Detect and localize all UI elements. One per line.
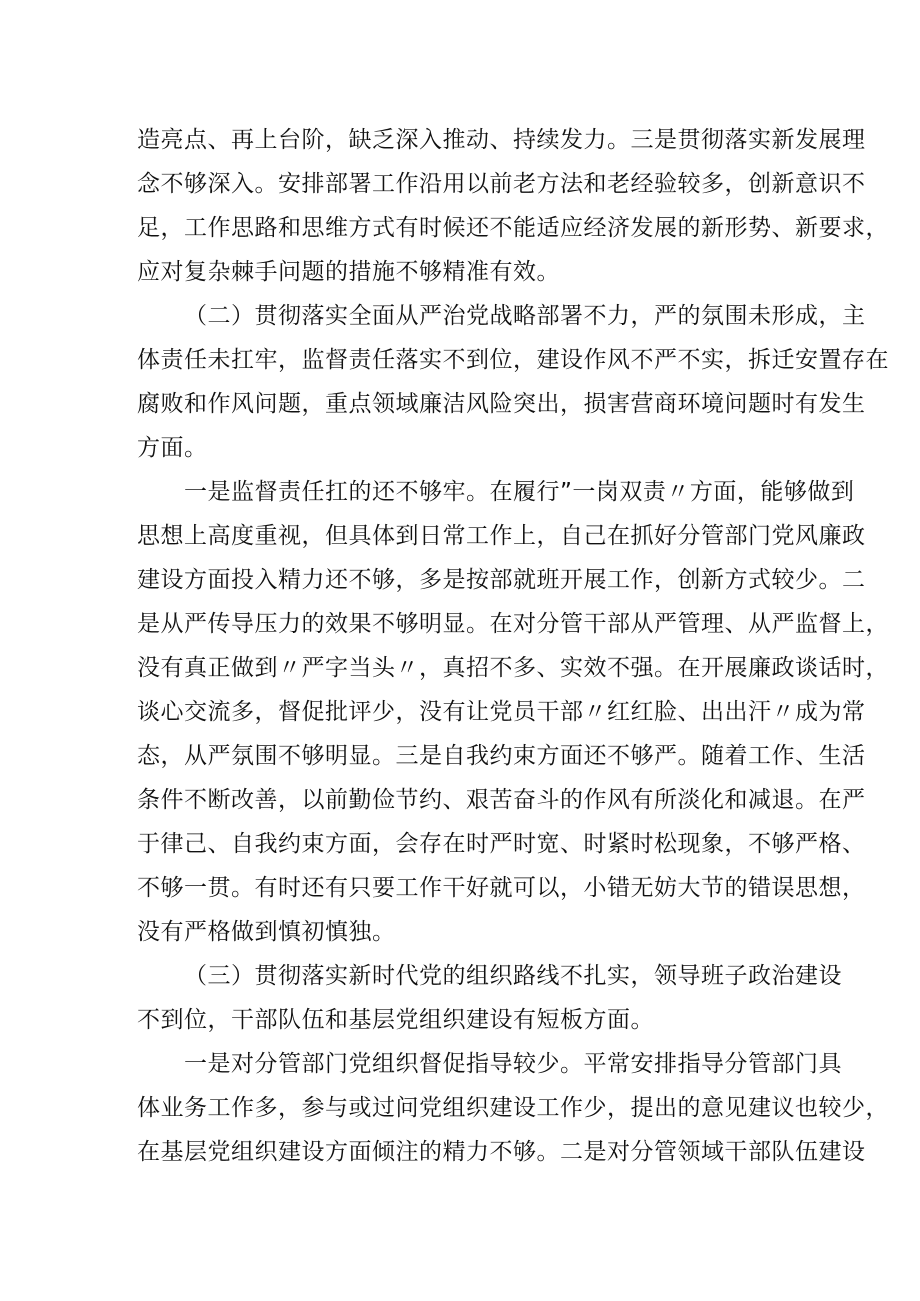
text-line: 不到位，干部队伍和基层党组织建设有短板方面。	[137, 1007, 654, 1033]
section-heading: （三）贯彻落实新时代党的组织路线不扎实，领导班子政治建设	[184, 963, 842, 989]
text-line: 方面。	[137, 435, 208, 461]
text-line: 建设方面投入精力还不够，多是按部就班开展工作，创新方式较少。二	[137, 567, 866, 593]
paragraph-start: 一是对分管部门党组织督促指导较少。平常安排指导分管部门具	[184, 1051, 842, 1077]
text-line: 造亮点、再上台阶，缺乏深入推动、持续发力。三是贯彻落实新发展理	[137, 127, 866, 153]
text-line: 条件不断改善，以前勤俭节约、艰苦奋斗的作风有所淡化和减退。在严	[137, 787, 866, 813]
section-heading: （二）贯彻落实全面从严治党战略部署不力，严的氛围未形成，主	[184, 303, 866, 329]
text-line: 念不够深入。安排部署工作沿用以前老方法和老经验较多，创新意识不	[137, 171, 866, 197]
text-line: 在基层党组织建设方面倾注的精力不够。二是对分管领域干部队伍建设	[137, 1139, 866, 1165]
paragraph-start: 一是监督责任扛的还不够牢。在履行”一岗双责〃方面，能够做到	[184, 479, 855, 505]
text-line: 体责任未扛牢，监督责任落实不到位，建设作风不严不实，拆迁安置存在	[137, 347, 889, 373]
text-line: 应对复杂棘手问题的措施不够精准有效。	[137, 259, 560, 285]
text-line: 于律己、自我约束方面，会存在时严时宽、时紧时松现象，不够严格、	[137, 831, 866, 857]
text-line: 足，工作思路和思维方式有时候还不能适应经济发展的新形势、新要求，	[137, 215, 889, 241]
text-line: 体业务工作多，参与或过问党组织建设工作少，提出的意见建议也较少，	[137, 1095, 889, 1121]
text-line: 是从严传导压力的效果不够明显。在对分管干部从严管理、从严监督上，	[137, 611, 889, 637]
text-line: 谈心交流多，督促批评少，没有让党员干部〃红红脸、出出汗〃成为常	[137, 699, 866, 725]
text-line: 不够一贯。有时还有只要工作干好就可以，小错无妨大节的错误思想，	[137, 875, 866, 901]
text-line: 腐败和作风问题，重点领域廉洁风险突出，损害营商环境问题时有发生	[137, 391, 866, 417]
text-line: 没有严格做到慎初慎独。	[137, 919, 396, 945]
text-line: 态，从严氛围不够明显。三是自我约束方面还不够严。随着工作、生活	[137, 743, 866, 769]
text-line: 思想上高度重视，但具体到日常工作上，自己在抓好分管部门党风廉政	[137, 523, 866, 549]
text-line: 没有真正做到〃严字当头〃，真招不多、实效不强。在开展廉政谈话时，	[137, 655, 889, 681]
